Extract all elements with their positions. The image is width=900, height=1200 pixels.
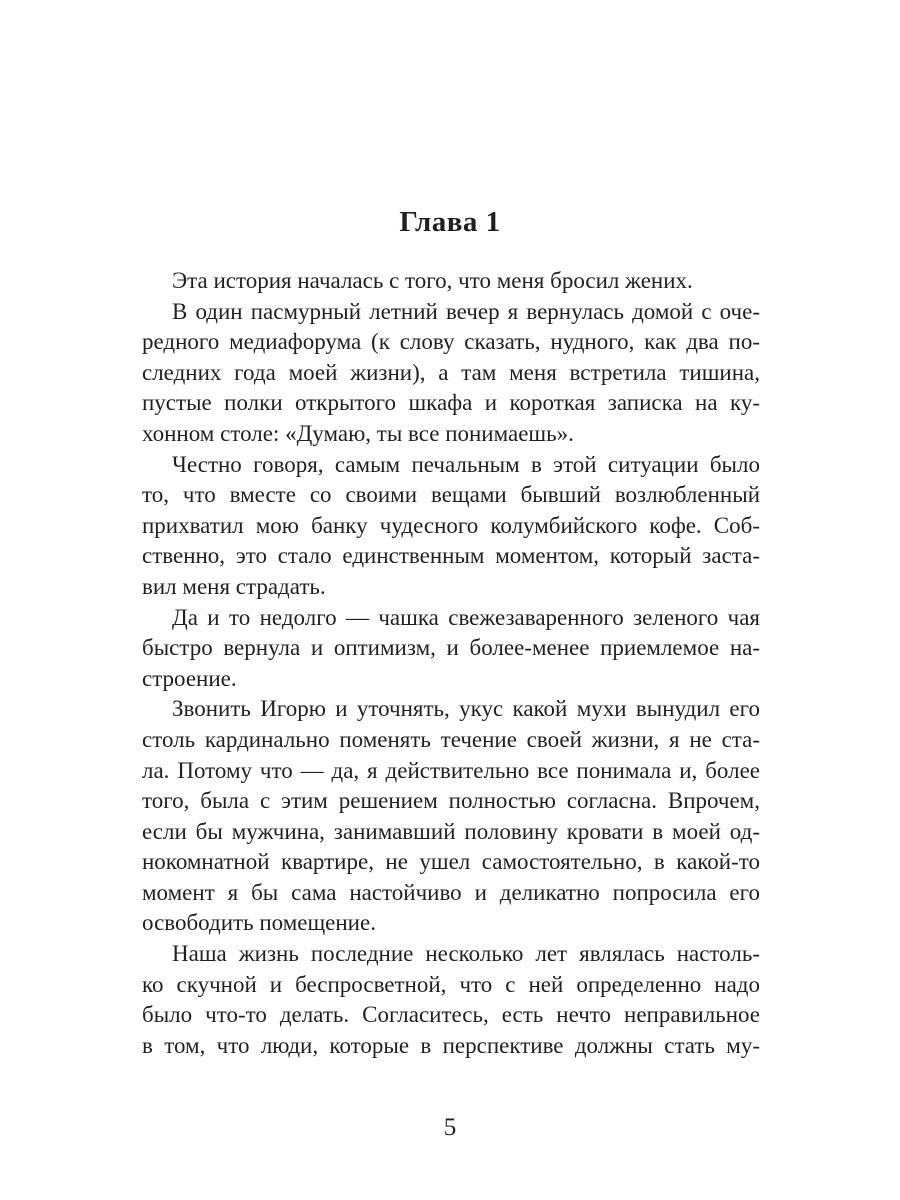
text-line: редного медиафорума (к слову сказать, нудного, как два по- xyxy=(142,329,760,355)
text-line: то, что вместе со своими вещами бывший возлюбленный xyxy=(142,482,760,508)
text-line: пустые полки открытого шкафа и короткая записка на ку- xyxy=(142,390,760,416)
text-line: вил меня страдать. xyxy=(142,573,326,599)
text-line: строение. xyxy=(142,665,237,691)
text-line: В один пасмурный летний вечер я вернулась домой с оче- xyxy=(172,298,760,324)
body-text xyxy=(142,266,760,1061)
text-line: ко скучной и беспросветной, что с ней определенно надо xyxy=(142,971,760,997)
text-line: в том, что люди, которые в перспективе должны стать му- xyxy=(142,1032,760,1058)
text-line: столь кардинально поменять течение своей жизни, я не ста- xyxy=(142,726,760,752)
text-line: Да и то недолго — чашка свежезаваренного зеленого чая xyxy=(172,604,760,630)
text-line: Звонить Игорю и уточнять, укус какой мухи вынудил его xyxy=(172,696,760,722)
text-line: Эта история началась с того, что меня бросил жених. xyxy=(172,268,693,293)
text-line: Честно говоря, самым печальным в этой ситуации было xyxy=(172,451,760,477)
text-line: прихватил мою банку чудесного колумбийского кофе. Соб- xyxy=(142,512,760,538)
text-line: освободить помещение. xyxy=(142,910,376,936)
text-line: ла. Потому что — да, я действительно все понимала и, более xyxy=(142,757,760,783)
text-line: того, была с этим решением полностью согласна. Впрочем, xyxy=(142,788,760,814)
text-line: нокомнатной квартире, не ушел самостоятельно, в какой-то xyxy=(142,849,760,875)
text-line: если бы мужчина, занимавший половину кровати в моей од- xyxy=(142,818,760,844)
text-line: было что-то делать. Согласитесь, есть нечто неправильное xyxy=(142,1002,760,1028)
text-line: быстро вернула и оптимизм, и более-менее приемлемое на- xyxy=(142,635,760,661)
page-number: 5 xyxy=(443,1114,457,1141)
text-line: следних года моей жизни), а там меня встретила тишина, xyxy=(142,359,760,385)
text-line: хонном столе: «Думаю, ты все понимаешь». xyxy=(142,420,574,446)
text-line: момент я бы сама настойчиво и деликатно попросила его xyxy=(142,879,760,905)
chapter-title: Глава 1 xyxy=(399,206,501,238)
text-line: Наша жизнь последние несколько лет являлась настоль- xyxy=(172,941,760,967)
text-line: ственно, это стало единственным моментом, который заста- xyxy=(142,543,760,569)
